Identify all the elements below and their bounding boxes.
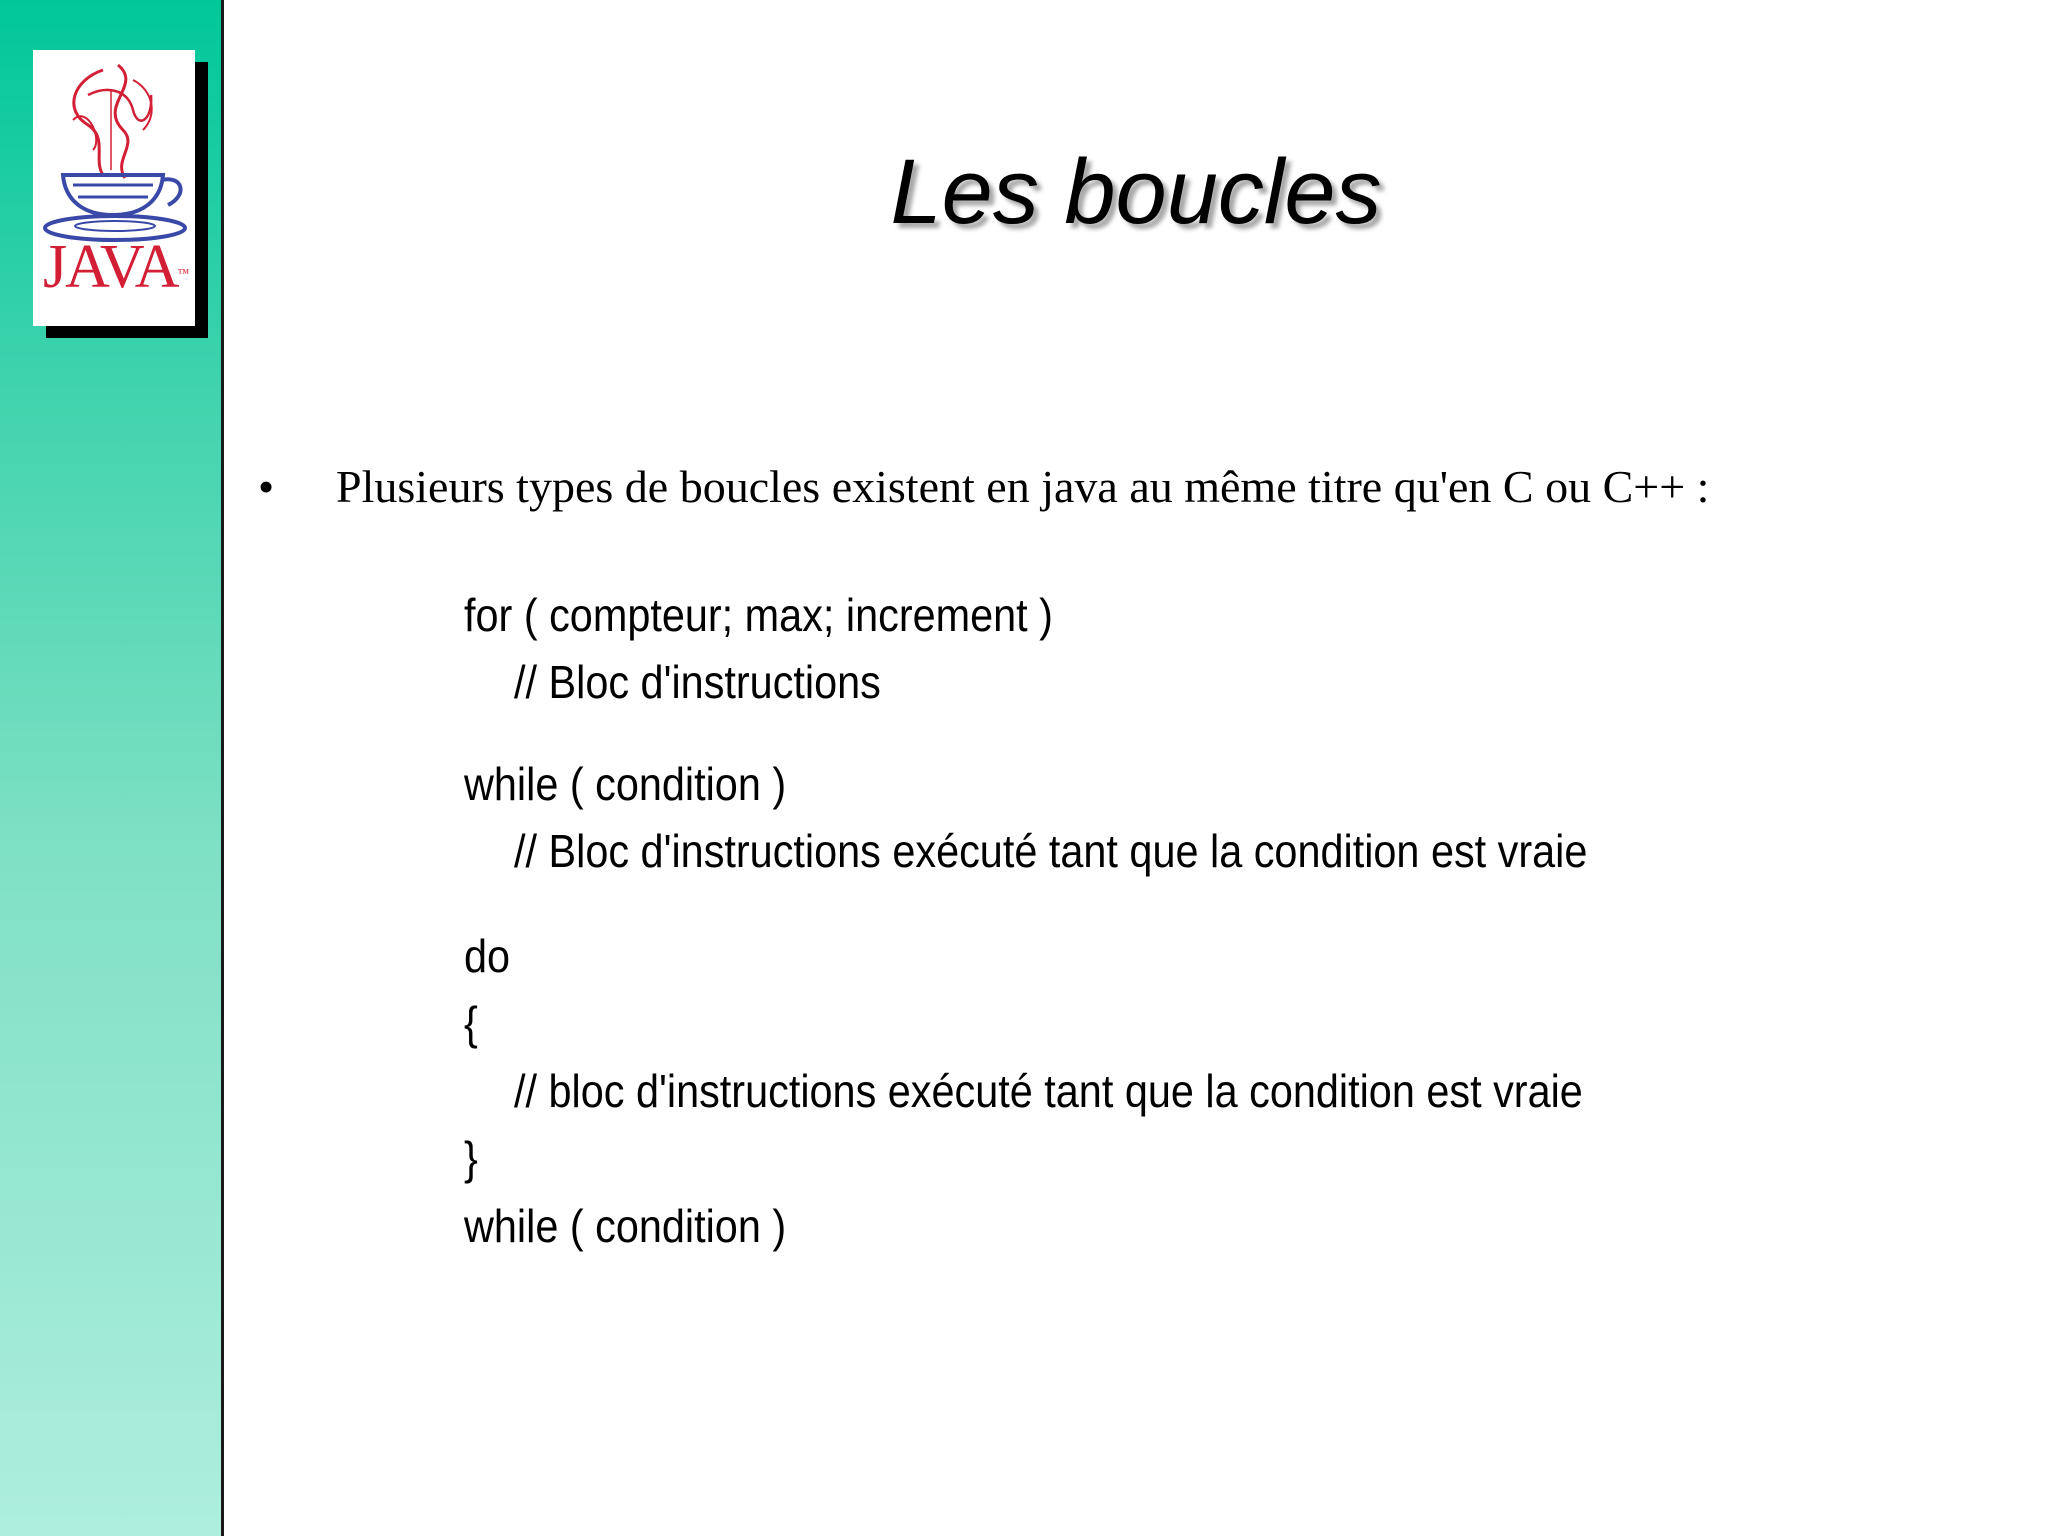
code-for-body: // Bloc d'instructions [514, 656, 881, 708]
code-for-header: for ( compteur; max; increment ) [464, 589, 1053, 641]
code-open-brace: { [464, 997, 478, 1049]
code-while-body: // Bloc d'instructions exécuté tant que la condition est vraie [514, 825, 1588, 877]
logo-text: JAVA [43, 233, 178, 301]
code-while-header: while ( condition ) [464, 758, 787, 810]
bullet-marker: • [258, 461, 275, 512]
logo-wordmark [43, 232, 193, 302]
code-do-body: // bloc d'instructions exécuté tant que la condition est vraie [514, 1065, 1583, 1117]
slide-title: Les boucles [890, 141, 1382, 243]
coffee-cup-icon [33, 50, 195, 250]
java-logo [33, 50, 195, 326]
bullet-text: Plusieurs types de boucles existent en java au même titre qu'en C ou C++ : [336, 461, 1710, 512]
code-do-keyword: do [464, 930, 511, 982]
code-close-brace: } [464, 1132, 478, 1184]
code-do-while-condition: while ( condition ) [464, 1200, 787, 1252]
logo-trademark: ™ [177, 266, 188, 280]
sidebar-gradient [0, 0, 224, 1536]
